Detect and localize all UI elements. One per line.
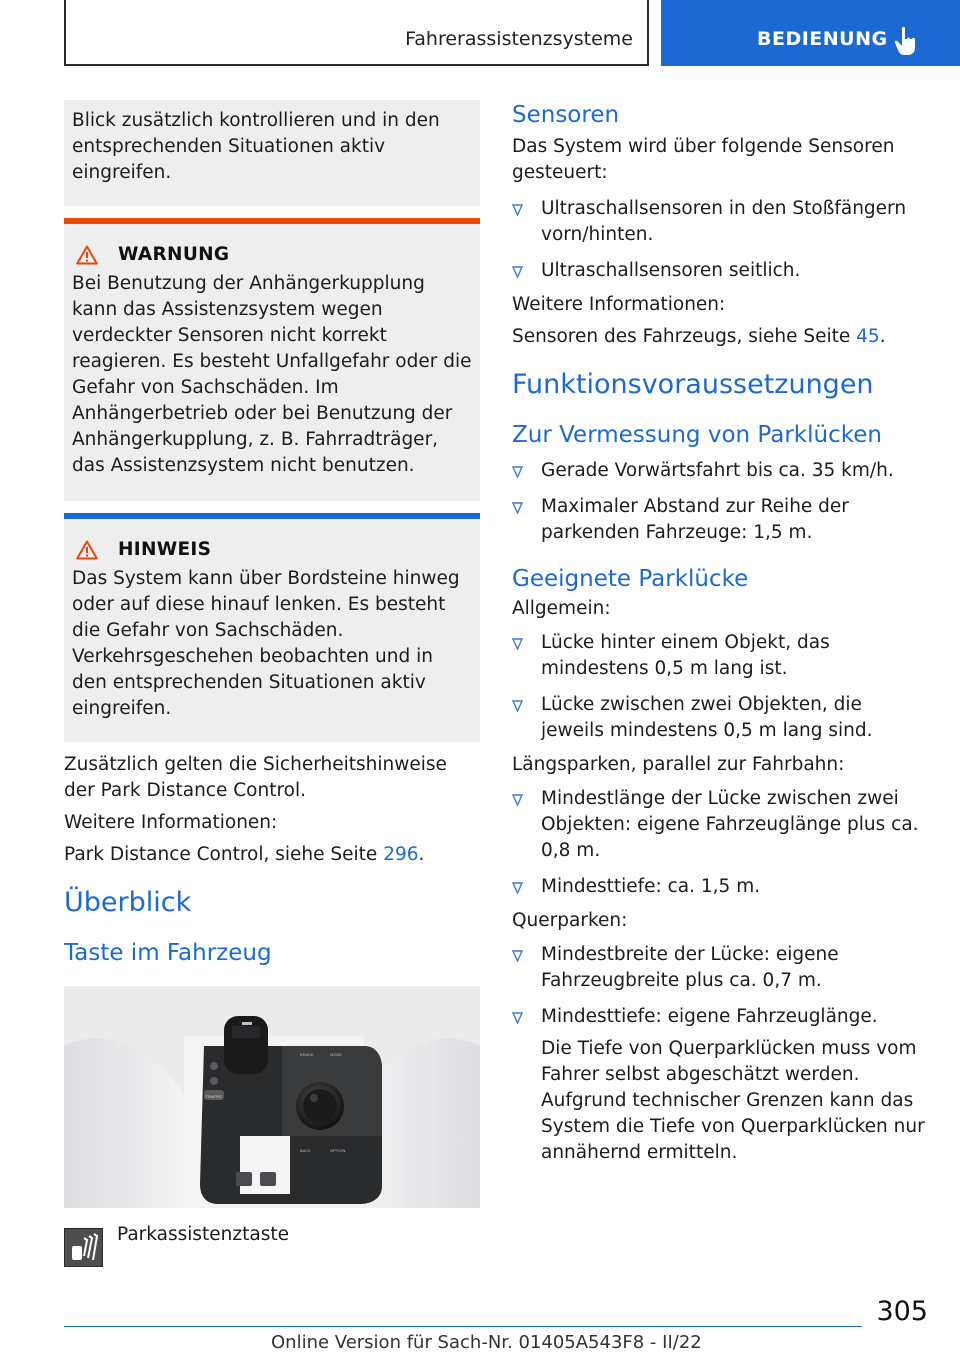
heading-measuring-spaces: Zur Vermessung von Parklücken — [512, 422, 882, 448]
center-console-photo — [64, 986, 480, 1208]
left-column — [64, 100, 480, 1267]
parallel-label: Längsparken, parallel zur Fahrbahn: — [512, 754, 845, 775]
page-number: 305 — [876, 1296, 928, 1327]
heading-sensors: Sensoren — [512, 102, 620, 128]
triangle-bullet-icon — [512, 794, 523, 806]
sensors-reference-suffix: . — [879, 326, 886, 347]
cross-note: Die Tiefe von Querparklücken muss vom Fahrer selbst abgeschätzt werden. Aufgrund technischer Grenzen kann das System die Tiefe von Querparklücken nur annähernd ermitteln. — [541, 1038, 925, 1163]
heading-suitable-space: Geeignete Parklücke — [512, 566, 749, 592]
continued-note-text: Blick zusätzlich kontrollieren und in den entsprechenden Situationen aktiv eingreifen. — [72, 110, 440, 183]
pdc-page-link[interactable]: 296 — [383, 844, 419, 865]
cross-item-text: Mindestbreite der Lücke: eigene Fahrzeugbreite plus ca. 0,7 m. — [541, 944, 839, 991]
triangle-bullet-icon — [512, 1012, 523, 1024]
triangle-bullet-icon — [512, 204, 523, 216]
back-button-label: BACK — [300, 1148, 311, 1153]
measure-item-text: Maximaler Abstand zur Reihe der parkenden Fahrzeuge: 1,5 m. — [541, 496, 849, 543]
park-assist-button-caption: Parkassistenztaste — [117, 1224, 289, 1245]
measure-item-text: Gerade Vorwärtsfahrt bis ca. 35 km/h. — [541, 460, 894, 481]
warning-box — [64, 218, 480, 501]
header-chapter-title: BEDIENUNG — [757, 28, 888, 50]
list-item — [512, 786, 928, 864]
header-chapter-box — [661, 0, 960, 66]
continued-note-box — [64, 100, 480, 206]
parallel-item-text: Mindesttiefe: ca. 1,5 m. — [541, 876, 761, 897]
triangle-bullet-icon — [512, 950, 523, 962]
notice-rule — [64, 513, 480, 519]
right-column — [512, 100, 928, 1172]
park-assist-button-caption-row — [64, 1224, 480, 1267]
list-item — [512, 494, 928, 546]
list-item — [512, 458, 928, 484]
notice-box — [64, 513, 480, 742]
option-button-label: OPTION — [330, 1148, 346, 1153]
heading-button-in-vehicle: Taste im Fahrzeug — [64, 940, 272, 966]
warning-title: WARNUNG — [118, 244, 230, 265]
center-console-illustration — [64, 986, 480, 1208]
sensor-item-text: Ultraschallsensoren seitlich. — [541, 260, 801, 281]
general-item-text: Lücke zwischen zwei Objekten, die jeweils mindestens 0,5 m lang sind. — [541, 694, 873, 741]
warning-rule — [64, 218, 480, 224]
sensor-item-text: Ultraschallsensoren in den Stoßfängern vorn/hinten. — [541, 198, 907, 245]
pdc-safety-text: Zusätzlich gelten die Sicherheitshinweise der Park Distance Control. — [64, 754, 447, 801]
parallel-list — [512, 786, 928, 900]
sensors-further-info: Weitere Informationen: — [512, 294, 726, 315]
pdc-reference — [64, 842, 480, 868]
park-assist-button-icon — [64, 1228, 103, 1267]
general-label: Allgemein: — [512, 598, 611, 619]
triangle-bullet-icon — [512, 700, 523, 712]
list-item — [512, 630, 928, 682]
heading-overview: Überblick — [64, 887, 192, 918]
triangle-bullet-icon — [512, 266, 523, 278]
traffic-button-label: TRAFFIC — [205, 1094, 223, 1099]
cross-item-text: Mindesttiefe: eigene Fahrzeuglänge. — [541, 1006, 878, 1027]
footer-version-text: Online Version für Sach-Nr. 01405A543F8 - II/22 — [271, 1332, 702, 1353]
general-item-text: Lücke hinter einem Objekt, das mindestens 0,5 m lang ist. — [541, 632, 830, 679]
header-section-title: Fahrerassistenzsysteme — [405, 28, 633, 50]
pdc-reference-prefix: Park Distance Control, siehe Seite — [64, 844, 384, 865]
heading-function-requirements: Funktionsvoraussetzungen — [512, 369, 874, 400]
notice-title: HINWEIS — [118, 539, 212, 560]
list-item — [512, 258, 928, 284]
pdc-reference-suffix: . — [418, 844, 425, 865]
list-item — [512, 692, 928, 744]
list-item — [512, 942, 928, 994]
triangle-bullet-icon — [512, 502, 523, 514]
list-item — [512, 1004, 928, 1166]
sensors-reference — [512, 324, 928, 350]
general-list — [512, 630, 928, 744]
triangle-bullet-icon — [512, 638, 523, 650]
cross-label: Querparken: — [512, 910, 628, 931]
mode-button-label: MODE — [330, 1052, 342, 1057]
notice-text: Das System kann über Bordsteine hinweg oder auf diese hinauf lenken. Es besteht die Gefahr von Sachschäden. Verkehrsgeschehen beobachten und in den entsprechenden Situationen aktiv eingreifen. — [72, 568, 460, 719]
sensors-list — [512, 196, 928, 284]
warning-text: Bei Benutzung der Anhängerkupplung kann das Assistenzsystem wegen verdeckter Sensoren nicht korrekt reagieren. Es besteht Unfallgefahr oder die Gefahr von Sachschäden. Im Anhängerbetrieb oder bei Benutzung der Anhängerkupplung, z. B. Fahrradträger, das Assistenzsystem nicht benutzen. — [72, 273, 472, 476]
measure-list — [512, 458, 928, 546]
sensors-intro: Das System wird über folgende Sensoren gesteuert: — [512, 136, 895, 183]
pointing-hand-icon — [893, 26, 919, 56]
triangle-bullet-icon — [512, 466, 523, 478]
list-item — [512, 874, 928, 900]
header-section-box — [64, 0, 649, 66]
sensors-reference-prefix: Sensoren des Fahrzeugs, siehe Seite — [512, 326, 857, 347]
warning-triangle-icon — [76, 245, 98, 265]
further-info-label: Weitere Informationen: — [64, 812, 278, 833]
cross-list — [512, 942, 928, 1166]
parallel-item-text: Mindestlänge der Lücke zwischen zwei Objekten: eigene Fahrzeuglänge plus ca. 0,8 m. — [541, 788, 919, 861]
brake-button-label: BRAKE — [300, 1052, 314, 1057]
list-item — [512, 196, 928, 248]
triangle-bullet-icon — [512, 882, 523, 894]
footer-rule — [64, 1326, 862, 1327]
sensors-page-link[interactable]: 45 — [856, 326, 880, 347]
notice-triangle-icon — [76, 540, 98, 560]
